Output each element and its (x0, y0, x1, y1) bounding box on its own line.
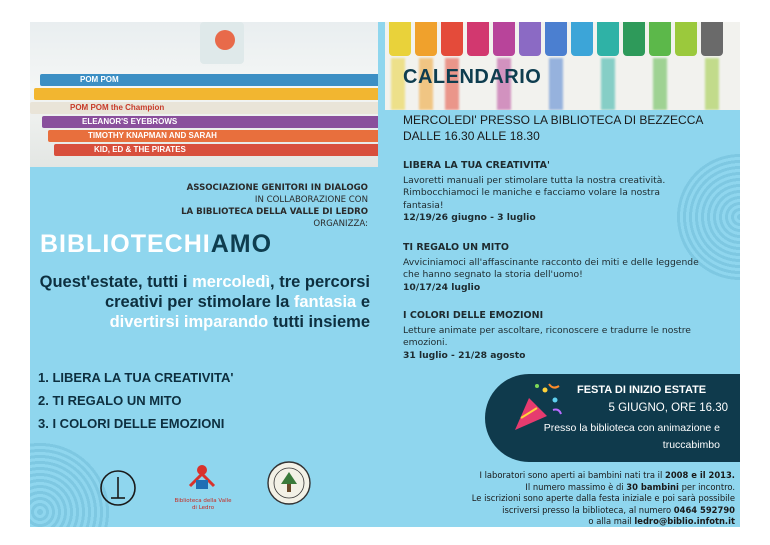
party-location: Presso la biblioteca con animazione e truccabimbo (543, 422, 720, 451)
flyer-page (30, 22, 740, 527)
lead-fragment: Quest'estate, tutti i (39, 273, 193, 291)
info-email: ledro@biblio.infotn.it (634, 516, 735, 526)
topic-list (38, 366, 233, 435)
library-name: LA BIBLIOTECA DELLA VALLE DI LEDRO (181, 207, 368, 217)
book-spine (34, 88, 378, 100)
party-title: FESTA DI INIZIO ESTATE (577, 384, 707, 396)
info-text: Il numero massimo è di (525, 481, 627, 492)
info-max-kids: 30 bambini (626, 481, 679, 492)
color-streak (549, 58, 563, 110)
crayon-image (519, 22, 541, 56)
activity-block (403, 310, 703, 362)
info-text: iscriversi presso la biblioteca, al numero (502, 504, 674, 515)
activity-dates: 12/19/26 giugno - 3 luglio (403, 212, 536, 223)
right-panel (385, 22, 740, 527)
crayon-image (415, 22, 437, 56)
lead-fragment: tutti insieme (268, 313, 370, 331)
book-spine: POM POM (40, 74, 378, 86)
crayon-image (389, 22, 411, 56)
collab-text: IN COLLABORAZIONE CON (254, 195, 368, 205)
title-part-1: BIBLIOTECHI (40, 230, 211, 258)
association-name: ASSOCIAZIONE GENITORI IN DIALOGO (186, 183, 368, 193)
mug-face-image (215, 30, 235, 50)
lead-highlight: divertirsi imparando (109, 313, 269, 331)
crayon-image (493, 22, 515, 56)
crayon-image (675, 22, 697, 56)
info-text: per incontro. (678, 481, 735, 492)
info-phone: 0464 592790 (673, 504, 735, 515)
lead-text (38, 272, 370, 332)
topic-item: 1. LIBERA LA TUA CREATIVITA' (38, 370, 234, 385)
crayon-image (623, 22, 645, 56)
crayon-image (571, 22, 593, 56)
activity-title: TI REGALO UN MITO (403, 242, 509, 253)
activity-block (403, 160, 703, 225)
books-photo (30, 22, 378, 167)
event-title (40, 230, 272, 259)
book-spine: TIMOTHY KNAPMAN AND SARAH (48, 130, 378, 142)
crayon-image (597, 22, 619, 56)
topic-item: 3. I COLORI DELLE EMOZIONI (38, 416, 225, 431)
schedule-location: MERCOLEDI' PRESSO LA BIBLIOTECA DI BEZZECCA DALLE 16.30 ALLE 18.30 (403, 113, 703, 143)
crayon-image (467, 22, 489, 56)
info-text: Le iscrizioni sono aperte dalla festa iniziale e poi sarà possibile (471, 493, 735, 503)
topic-item: 2. TI REGALO UN MITO (38, 393, 182, 408)
lead-fragment: e (356, 293, 370, 311)
book-spine: POM POM the Champion (30, 102, 378, 114)
activity-description: Lavoretti manuali per stimolare tutta la nostra creatività. Rimbocchiamoci le maniche e facciamo volare la nostra fantasia! (403, 174, 666, 211)
calendar-title: CALENDARIO (403, 66, 542, 88)
left-panel (30, 22, 378, 527)
activity-title: I COLORI DELLE EMOZIONI (403, 310, 544, 321)
crayon-image (441, 22, 463, 56)
association-block (150, 182, 368, 230)
activity-dates: 31 luglio - 21/28 agosto (403, 349, 526, 361)
lead-highlight: fantasia (293, 293, 357, 311)
activity-description: Letture animate per ascoltare, riconoscere e tradurre le nostre emozioni. (403, 324, 691, 348)
lead-fragment: , tre percorsi creativi per stimolare la (104, 273, 370, 311)
info-text: I laboratori sono aperti ai bambini nati tra il (479, 470, 666, 480)
info-text: o alla mail (588, 516, 635, 526)
book-spine: ELEANOR'S EYEBROWS (42, 116, 378, 128)
activity-title: LIBERA LA TUA CREATIVITA' (403, 160, 550, 171)
association-logo-icon (98, 468, 138, 508)
info-block (405, 470, 735, 527)
crayon-image (701, 22, 723, 56)
book-spine: KID, ED & THE PIRATES (54, 144, 378, 156)
color-streak (705, 58, 719, 110)
lead-highlight: mercoledì (192, 273, 271, 291)
activity-dates: 10/17/24 luglio (403, 281, 481, 293)
organizes-text: ORGANIZZA: (313, 219, 368, 229)
activity-description: Avviciniamoci all'affascinante racconto dei miti e delle leggende che hanno segnato la storia dell'uomo! (403, 256, 699, 280)
library-logo-caption: Biblioteca della Valle di Ledro (174, 498, 232, 511)
municipality-seal-icon (266, 460, 312, 506)
title-part-2: AMO (210, 230, 273, 258)
color-streak (601, 58, 615, 110)
party-date: 5 GIUGNO, ORE 16.30 (608, 402, 728, 414)
crayon-image (649, 22, 671, 56)
crayon-image (545, 22, 567, 56)
logo-strip (30, 454, 378, 527)
color-streak (653, 58, 667, 110)
info-years: 2008 e il 2013. (665, 470, 735, 480)
library-logo-icon (180, 462, 224, 496)
activity-block (403, 242, 703, 294)
party-banner (485, 374, 740, 462)
